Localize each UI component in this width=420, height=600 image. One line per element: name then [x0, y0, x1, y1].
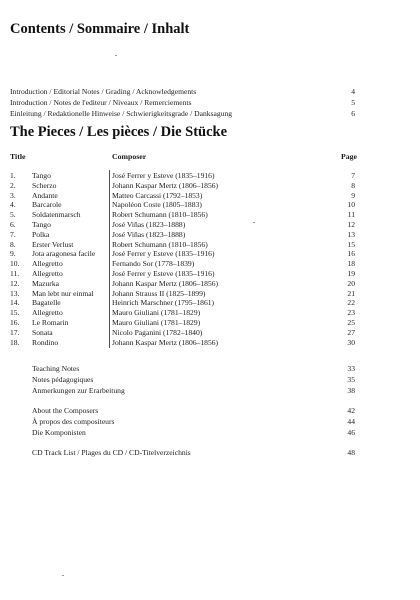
- piece-composer: José Ferrer y Esteve (1835–1916): [112, 269, 215, 278]
- piece-number: 5.: [10, 210, 16, 220]
- pieces-heading: The Pieces / Les pièces / Die Stücke: [10, 124, 228, 140]
- piece-page: 21: [347, 288, 355, 298]
- entry-text: Anmerkungen zur Erarbeitung: [32, 386, 125, 395]
- column-header-composer: Composer: [112, 152, 147, 161]
- piece-page: 25: [347, 318, 355, 327]
- entry-page: 35: [347, 375, 355, 384]
- piece-composer: Johann Kaspar Mertz (1806–1856): [112, 337, 219, 347]
- intro-entry: [10, 86, 355, 97]
- cd-track-list-entry: [10, 447, 355, 458]
- intro-entry: [10, 108, 355, 119]
- entry-text: Die Komponisten: [32, 428, 86, 437]
- piece-page: 30: [347, 337, 355, 347]
- piece-composer: Nicolo Paganini (1782–1840): [112, 327, 203, 337]
- piece-title: Polka: [32, 229, 50, 239]
- piece-number: 17.: [10, 327, 20, 337]
- piece-title: Man lebt nur einmal: [32, 288, 94, 298]
- piece-title: Sonata: [32, 327, 53, 337]
- piece-page: 15: [347, 239, 355, 249]
- entry-page: 42: [347, 406, 355, 415]
- piece-title: Mazurka: [32, 278, 59, 288]
- teaching-notes-entry: [10, 374, 355, 385]
- piece-title: Jota aragonesa facile: [32, 249, 96, 259]
- piece-composer: José Ferrer y Esteve (1835–1916): [112, 249, 215, 259]
- piece-title: Allegretto: [32, 269, 63, 278]
- intro-entry-page: 4: [351, 87, 355, 96]
- piece-page: 7: [351, 171, 355, 180]
- scan-speck: [62, 575, 64, 576]
- piece-page: 23: [347, 308, 355, 318]
- piece-number: 1.: [10, 171, 16, 180]
- intro-entry-page: 5: [351, 98, 355, 107]
- scan-speck: [115, 55, 117, 56]
- piece-composer: Napoléon Coste (1805–1883): [112, 200, 202, 210]
- column-header-title: Title: [10, 152, 26, 161]
- entry-page: 38: [347, 386, 355, 395]
- piece-page: 10: [347, 200, 355, 210]
- piece-number: 7.: [10, 229, 16, 239]
- entry-page: 44: [347, 417, 355, 426]
- piece-row: [10, 337, 355, 348]
- piece-composer: Johann Strauss II (1825–1899): [112, 288, 206, 298]
- about-composers-entry: [10, 405, 355, 416]
- piece-title: Allegretto: [32, 308, 63, 318]
- column-divider: [109, 337, 110, 348]
- piece-page: 12: [347, 220, 355, 229]
- piece-composer: Mauro Giuliani (1781–1829): [112, 318, 201, 327]
- piece-number: 8.: [10, 239, 16, 249]
- piece-page: 22: [347, 298, 355, 308]
- piece-composer: José Viñas (1823–1888): [112, 220, 186, 229]
- piece-title: Allegretto: [32, 259, 63, 269]
- piece-composer: José Ferrer y Esteve (1835–1916): [112, 171, 215, 180]
- contents-heading: Contents / Sommaire / Inhalt: [10, 21, 190, 37]
- entry-page: 46: [347, 428, 355, 437]
- piece-title: Andante: [32, 190, 58, 200]
- about-composers-entry: [10, 427, 355, 438]
- entry-text: About the Composers: [32, 406, 99, 415]
- piece-number: 13.: [10, 288, 20, 298]
- column-header-page: Page: [341, 152, 358, 161]
- piece-number: 2.: [10, 180, 16, 190]
- piece-title: Le Romarin: [32, 318, 69, 327]
- piece-page: 16: [347, 249, 355, 259]
- piece-number: 9.: [10, 249, 16, 259]
- piece-composer: Johann Kaspar Mertz (1806–1856): [112, 180, 219, 190]
- piece-composer: Robert Schumann (1810–1856): [112, 239, 208, 249]
- about-composers-entry: [10, 416, 355, 427]
- intro-entry-page: 6: [351, 109, 355, 118]
- intro-entry-text: Introduction / Editorial Notes / Grading / Acknowledgements: [10, 87, 197, 96]
- piece-page: 11: [347, 210, 355, 220]
- piece-page: 8: [351, 180, 355, 190]
- piece-composer: Matteo Carcassi (1792–1853): [112, 190, 203, 200]
- entry-page: 48: [347, 448, 355, 457]
- piece-title: Bagatelle: [32, 298, 61, 308]
- piece-composer: Heinrich Marschner (1795–1861): [112, 298, 215, 308]
- intro-entry: [10, 97, 355, 108]
- entry-text: CD Track List / Plages du CD / CD-Titelverzeichnis: [32, 448, 191, 457]
- piece-page: 27: [347, 327, 355, 337]
- piece-composer: Mauro Giuliani (1781–1829): [112, 308, 201, 318]
- piece-number: 18.: [10, 337, 20, 347]
- piece-title: Erster Verlust: [32, 239, 74, 249]
- piece-number: 12.: [10, 278, 20, 288]
- piece-title: Barcarole: [32, 200, 62, 210]
- piece-title: Rondino: [32, 337, 59, 347]
- piece-title: Scherzo: [32, 180, 57, 190]
- piece-number: 10.: [10, 259, 20, 269]
- piece-number: 16.: [10, 318, 20, 327]
- piece-composer: José Viñas (1823–1888): [112, 229, 186, 239]
- piece-composer: Robert Schumann (1810–1856): [112, 210, 208, 220]
- piece-page: 20: [347, 278, 355, 288]
- piece-composer: Fernando Sor (1778–1839): [112, 259, 195, 269]
- teaching-notes-entry: [10, 363, 355, 374]
- intro-entry-text: Introduction / Notes de l'editeur / Niveaux / Remerciements: [10, 98, 192, 107]
- scan-speck: [253, 222, 255, 223]
- entry-text: À propos des compositeurs: [32, 417, 115, 426]
- piece-page: 13: [347, 229, 355, 239]
- entry-text: Notes pédagogiques: [32, 375, 94, 384]
- piece-number: 6.: [10, 220, 16, 229]
- piece-page: 9: [351, 190, 355, 200]
- piece-title: Soldatenmarsch: [32, 210, 81, 220]
- piece-number: 15.: [10, 308, 20, 318]
- piece-title: Tango: [32, 220, 51, 229]
- piece-number: 4.: [10, 200, 16, 210]
- entry-text: Teaching Notes: [32, 364, 80, 373]
- entry-page: 33: [347, 364, 355, 373]
- piece-composer: Johann Kaspar Mertz (1806–1856): [112, 278, 219, 288]
- piece-number: 3.: [10, 190, 16, 200]
- piece-page: 19: [347, 269, 355, 278]
- intro-entry-text: Einleitung / Redaktionelle Hinweise / Schwierigkeitsgrade / Danksagung: [10, 109, 233, 118]
- teaching-notes-entry: [10, 385, 355, 396]
- piece-title: Tango: [32, 171, 51, 180]
- piece-number: 11.: [10, 269, 20, 278]
- piece-number: 14.: [10, 298, 20, 308]
- piece-page: 18: [347, 259, 355, 269]
